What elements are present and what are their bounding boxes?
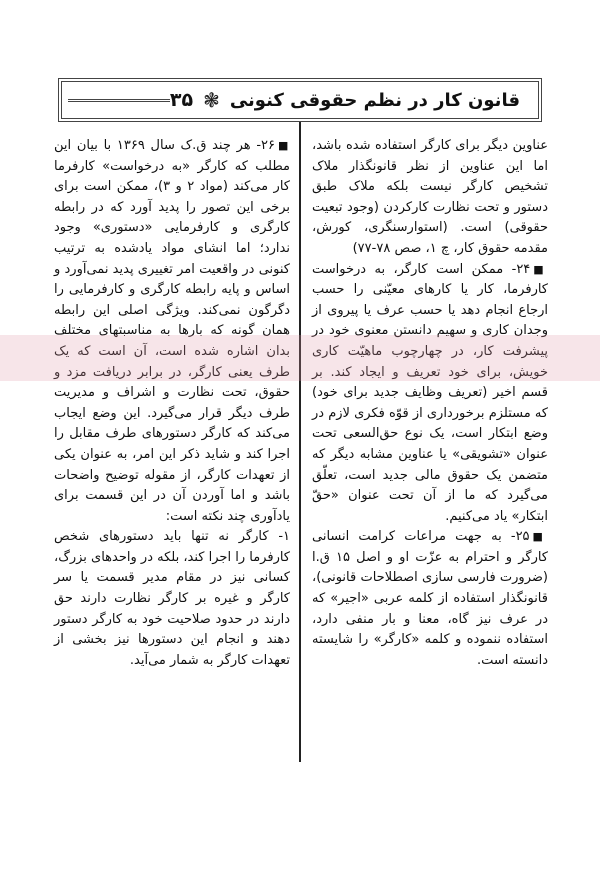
column-divider	[299, 122, 301, 762]
paragraph	[312, 527, 548, 671]
paragraph-text: ۲۶- هر چند ق.ک سال ۱۳۶۹ با بیان این مطلب که کارگر «به درخواست» کارفرما کار می‌کند (مواد ۲ و ۳)، ممکن است برای برخی این تصور را پدید آورد که در رابطه کارگری و کارفرمایی «دستوری» وجود ندارد؛ اما انشای مواد یادشده به ترتیب کنونی در واقعیت امر تغییری پدید نمی‌آورد و اساس و پایه رابطه کارگری و کارفرمایی را دگرگون نمی‌کند. ویژگی اصلی این رابطه همان گونه که بارها به مناسبتهای مختلف بدان اشاره شده است، آن است که یک طرف یعنی کارگر، در برابر دریافت مزد و حقوق، تحت نظارت و اشراف و مدیریت طرف دیگر قرار می‌گیرد. این وضع ایجاب می‌کند که کارگر دستورهای طرف مقابل را اجرا کند و شاید ذکر این امر، به عنوان یکی از تعهدات کارگر، از مقوله توضیح واضحات باشد و اما آوردن آن در این قسمت برای یادآوری چند نکته است:	[54, 138, 290, 524]
paragraph: عناوین دیگر برای کارگر استفاده شده باشد، اما این عناوین از نظر قانونگذار ملاک تشخیص کارگر نیست بلکه ملاک طبق دستور و تحت نظارت کارکردن (وجود تبعیت حقوقی) است. (استوارسنگری، کورش، مقدمه حقوق کار، چ ۱، صص ۷۸-۷۷)	[312, 138, 548, 256]
square-bullet-icon: ■	[532, 530, 548, 544]
square-bullet-icon: ■	[278, 139, 290, 152]
page-header	[58, 78, 542, 122]
right-column	[312, 136, 548, 671]
paragraph	[312, 260, 548, 528]
paragraph-text: ۲۵- به جهت مراعات کرامت انسانی کارگر و احترام به عزّت او و اصل ۱۵ ق.ا (ضرورت فارسی سازی اصطلاحات قانونی)، قانونگذار استفاده از کلمه عربی «اجیر» که در عرف نیز گاه، معنا و بار منفی دارد، استفاده ننموده و کلمه «کارگر» را شایسته دانسته است.	[312, 529, 548, 668]
paragraph: ۱- کارگر نه تنها باید دستورهای شخص کارفرما را اجرا کند، بلکه در واحدهای بزرگ، کسانی نیز در مقام مدیر قسمت یا سر کارگر و غیره بر کارگر نظارت دارند حق دارند در حدود صلاحیت خود به کارگر دستور دهند و انجام این دستورها نیز بخشی از تعهدات کارگر به شمار می‌آید.	[54, 529, 290, 668]
flower-ornament-icon: ❃	[203, 88, 220, 112]
square-bullet-icon: ■	[533, 262, 548, 276]
paragraph-text: ۲۴- ممکن است کارگر، به درخواست کارفرما، کار یا کارهای معیّنی را حسب ارجاع انجام دهد یا حسب عرف یا پیروی از وجدان کاری و سهیم دانستن معنوی خود در پیشرفت کار، در چهارچوب ماهیّت کاری خویش، برای خود تعریف و ایجاد کند. بر قسم اخیر (تعریف وظایف جدید برای خود) که مستلزم برخورداری از قوّه فکری لازم در وضع ابتکار است، یک نوع حق‌السعی تحت عنوان «تشویقی» یا عناوین مشابه دیگر که متضمن یک حقوق مالی جدید است، تعلّق می‌گیرد که ما از آن تحت عنوان «حقّ ابتکار» یاد می‌کنیم.	[312, 261, 548, 524]
paragraph	[54, 136, 290, 527]
header-rule	[68, 99, 170, 102]
running-title: قانون کار در نظم حقوقی کنونی	[229, 89, 520, 111]
left-column	[54, 136, 290, 671]
page-number: ۳۵	[169, 89, 194, 111]
